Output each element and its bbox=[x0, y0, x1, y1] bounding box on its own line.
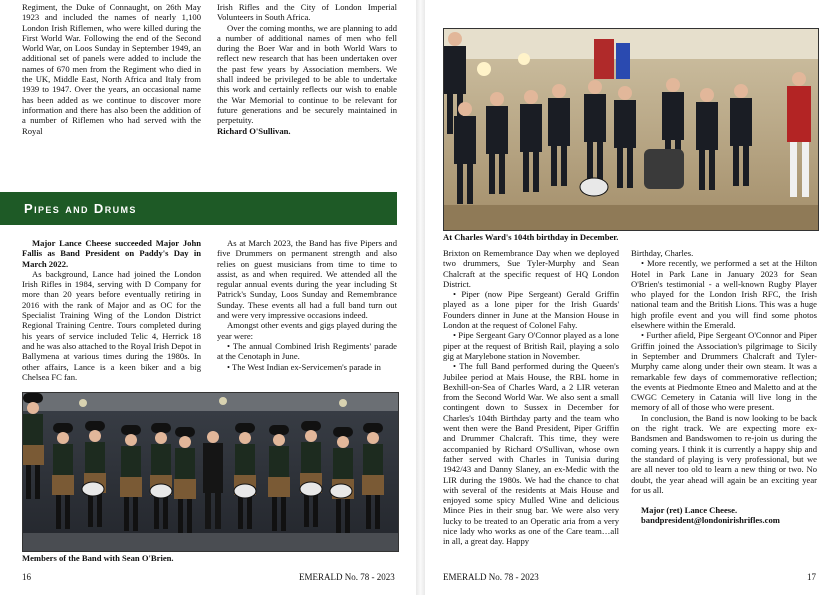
bullet-irish-guards: • Piper (now Pipe Sergeant) Gerald Griffin played as a lone piper for the Irish Guards' Founders dinner in June at the Mansion House in London at the request of Colonel Fahy. bbox=[443, 289, 619, 331]
bullet-sicily: • Further afield, Pipe Sergeant O'Connor and Piper Griffin joined the Association's pilgrimage to Sicily in September and Drummers Chalcraft and Tyler-Murphy came along under their own steam. It was a remarkable few days of commemorative reflection; the events at Piedmonte Etneo and Maletto and at the CWGC Cemetery in Catania will live long in the memory of all of those who were present. bbox=[631, 330, 817, 413]
conclusion-paragraph: In conclusion, the Band is now looking to be back on the right track. We are expecting more ex-Bandsmen and Bandswomen to re-join us during the coming years. I think it is currently a happy ship and the standard of playing is very professional, but we are all never too old to learn a new thing or two. No doubt, the year ahead will again be an exciting year for us all. bbox=[631, 412, 817, 495]
author-email[interactable]: bandpresident@londonirishrifles.com bbox=[641, 515, 780, 526]
birthday-photo-caption: At Charles Ward's 104th birthday in December. bbox=[443, 232, 619, 242]
birthday-photo bbox=[443, 28, 819, 231]
memorial-text-cont: Irish Rifles and the City of London Imperial Volunteers in South Africa. bbox=[217, 2, 397, 23]
page-number-left: 16 bbox=[22, 572, 31, 582]
left-col1-top bbox=[22, 2, 201, 136]
left-col2-top bbox=[217, 2, 397, 136]
band-photo-caption: Members of the Band with Sean O'Brien. bbox=[22, 553, 174, 563]
bullet-hilton: • More recently, we performed a set at the Hilton Hotel in Park Lane in January 2023 for Sean O'Brien's testimonial - a well-known Rugby Player who played for the London Irish RFC, the Irish national team and the British Lions. This was a huge high profile event and you will find some photos elsewhere within the Emerald. bbox=[631, 258, 817, 331]
left-page bbox=[0, 0, 416, 595]
memorial-plans: Over the coming months, we are planning to add a number of additional names of men who fell during the Boer War and in both World Wars to reflect new research that has been undertaken over the past few years by Association members. We shall indeed be privileged to be able to undertake this work and certainly reflects our wish to enable the War Memorial to continue to be relevant for future generations and be securely maintained in perpetuity. bbox=[217, 22, 397, 126]
band-strength-paragraph: As at March 2023, the Band has five Pipers and five Drummers on permanent strength and also relies on guest musicians from time to time to assist, as and when required. We attended all the regular annual events during the year including St Patrick's Sunday, Loos Sunday and Remembrance Sunday. These events all had a full band turn out and were very impressive occasions indeed. bbox=[217, 238, 397, 321]
birthday-wish: Birthday, Charles. bbox=[631, 248, 694, 258]
right-page bbox=[425, 0, 839, 595]
footer-title-left: EMERALD No. 78 - 2023 bbox=[299, 572, 395, 582]
events-intro: Amongst other events and gigs played during the year were: bbox=[217, 320, 397, 341]
footer-title-right: EMERALD No. 78 - 2023 bbox=[443, 572, 539, 582]
page-number-right: 17 bbox=[807, 572, 816, 582]
background-paragraph: As background, Lance had joined the London Irish Rifles in 1984, serving with D Company for more than 20 years before eventually retiring in 2016 with the rank of Major and as OC for the Specialist Training Wing of the London District Regional Training Centre. Tours completed during his years of service included Telic 4, Herrick 18 and he was also attached to the Royal Irish Depot in Ballymena at various times during the 1980s. In other affairs, Lance is a keen biker and a big Chelsea FC fan. bbox=[22, 268, 201, 382]
band-photo-illustration bbox=[23, 393, 398, 551]
right-col2 bbox=[631, 248, 817, 526]
lead-paragraph: Major Lance Cheese succeeded Major John Fallis as Band President on Paddy's Day in March 2022. bbox=[22, 238, 201, 269]
right-col1 bbox=[443, 248, 619, 547]
author-signature-right: Major (ret) Lance Cheese. bbox=[641, 505, 738, 516]
bullet-mais-house: • The full Band performed during the Queen's Jubilee period at Mais House, the RBL home in Bexhill-on-Sea of Charles Ward, a 2 LIR veteran from the Second World War. We also sent a small contingent down to Sussex in December for Charles's 104th Birthday party and the team who went then were the Band President, Piper Griffin and Drummer Chalcraft. This time, they were accompanied by Richard O'Sullivan, whose own father served with Charles in Tunisia during 1942/43 and Danny Slaney, an ex-Medic with the LIR during the 1980s. We had the chance to chat with several of the residents at Mais House and enjoyed some spicy Mulled Wine and delicious Mince Pies in their snug bar. We were also very lucky to be treated to an Operatic aria from a very nice lady who works as one of the Care team…all in all, a great day. Happy bbox=[443, 361, 619, 547]
section-banner: Pipes and Drums bbox=[0, 192, 397, 225]
left-col2-main bbox=[217, 238, 397, 372]
event-bullet-cenotaph: • The annual Combined Irish Regiments' parade at the Cenotaph in June. bbox=[217, 340, 397, 362]
author-signature: Richard O'Sullivan. bbox=[217, 125, 291, 136]
birthday-photo-illustration bbox=[444, 29, 818, 230]
band-photo bbox=[22, 392, 399, 552]
brixton-paragraph: Brixton on Remembrance Day when we deployed two drummers, Sue Tyler-Murphy and Sean Chalcraft at the specific request of HQ London District. bbox=[443, 248, 619, 289]
left-col1-main bbox=[22, 238, 201, 382]
memorial-text: Regiment, the Duke of Connaught, on 26th May 1923 and included the names of nearly 1,100 London Irish Riflemen, who were killed during the First World War. Following the end of the Second World War, on Loos Sunday in September 1949, an additional set of panels were added to include the names of 670 men from the Regiment who died in the UK, Middle East, North Africa and Italy from 1939 to 1947. Over the years, an occasional name has been added as we continue to discover more information and there has also been the addition of a number of Riflemen who had served with the Royal bbox=[22, 2, 201, 136]
event-bullet-west-indian: • The West Indian ex-Servicemen's parade in bbox=[227, 361, 381, 372]
spread-gutter bbox=[416, 0, 425, 595]
bullet-marylebone: • Pipe Sergeant Gary O'Connor played as a lone piper at the request of British Rail, playing a solo gig at Marylebone station in November. bbox=[443, 330, 619, 361]
